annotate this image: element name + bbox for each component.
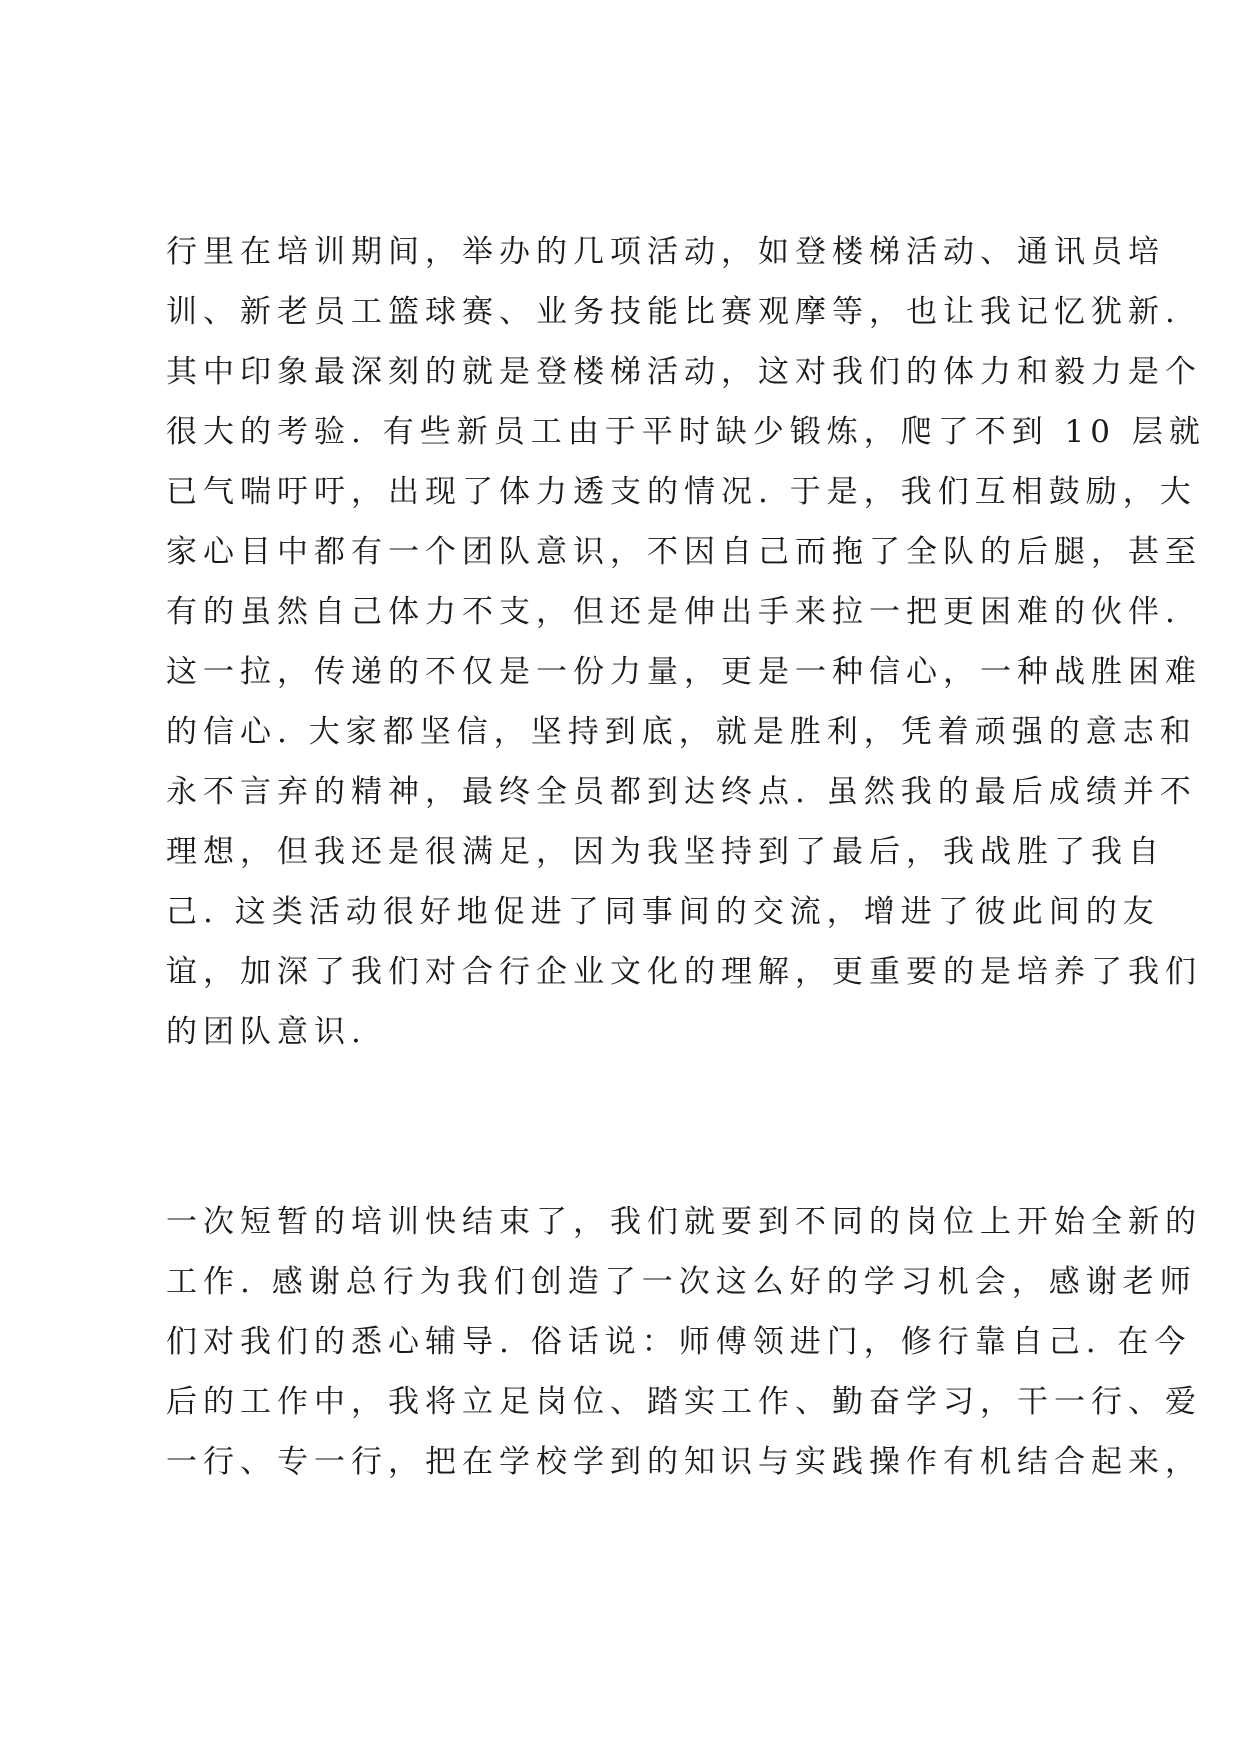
paragraph-training-conclusion	[166, 1192, 1202, 1492]
paragraph-training-activities	[166, 222, 1206, 1062]
text-line: 们对我们的悉心辅导. 俗话说：师傅领进门，修行靠自己. 在今	[166, 1324, 1192, 1360]
text-line: 其中印象最深刻的就是登楼梯活动，这对我们的体力和毅力是个	[166, 354, 1202, 390]
text-line: 行里在培训期间，举办的几项活动，如登楼梯活动、通讯员培	[166, 234, 1165, 270]
text-line: 一次短暂的培训快结束了，我们就要到不同的岗位上开始全新的	[166, 1204, 1202, 1240]
text-line: 有的虽然自己体力不支，但还是伸出手来拉一把更困难的伙伴.	[166, 594, 1181, 630]
text-line: 一行、专一行，把在学校学到的知识与实践操作有机结合起来，	[166, 1444, 1202, 1480]
text-line: 很大的考验. 有些新员工由于平时缺少锻炼，爬了不到 10 层就	[166, 414, 1206, 450]
text-line: 己. 这类活动很好地促进了同事间的交流，增进了彼此间的友	[166, 894, 1160, 930]
text-line: 已气喘吁吁，出现了体力透支的情况. 于是，我们互相鼓励，大	[166, 474, 1197, 510]
text-line: 理想，但我还是很满足，因为我坚持到了最后，我战胜了我自	[166, 834, 1165, 870]
text-line: 训、新老员工篮球赛、业务技能比赛观摩等，也让我记忆犹新.	[166, 294, 1181, 330]
text-line: 永不言弃的精神，最终全员都到达终点. 虽然我的最后成绩并不	[166, 774, 1197, 810]
text-line: 家心目中都有一个团队意识，不因自己而拖了全队的后腿，甚至	[166, 534, 1202, 570]
text-line: 的团队意识.	[166, 1014, 367, 1050]
text-line: 工作. 感谢总行为我们创造了一次这么好的学习机会，感谢老师	[166, 1264, 1197, 1300]
text-line: 后的工作中，我将立足岗位、踏实工作、勤奋学习，干一行、爱	[166, 1384, 1202, 1420]
text-line: 谊，加深了我们对合行企业文化的理解，更重要的是培养了我们	[166, 954, 1202, 990]
text-line: 这一拉，传递的不仅是一份力量，更是一种信心，一种战胜困难	[166, 654, 1202, 690]
text-line: 的信心. 大家都坚信，坚持到底，就是胜利，凭着顽强的意志和	[166, 714, 1197, 750]
